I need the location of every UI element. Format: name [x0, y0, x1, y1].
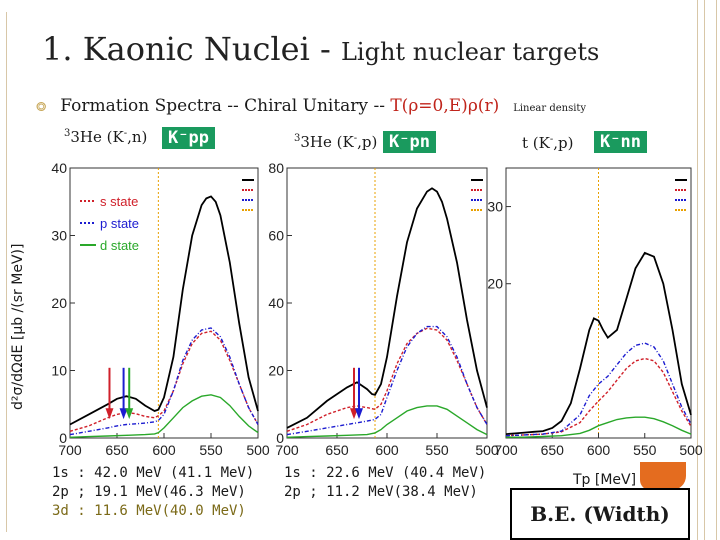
- y-tick-label: 40: [268, 295, 284, 311]
- reaction-label-3: [522, 134, 573, 152]
- y-tick-label: 80: [268, 160, 284, 176]
- x-tick-label: 600: [375, 442, 399, 458]
- slide-border-left: [6, 12, 7, 532]
- y-tick-label: 30: [487, 198, 503, 215]
- reaction-post: ,p): [553, 134, 574, 152]
- x-tick-label: 700: [494, 442, 518, 458]
- reaction-pre: t (K: [522, 134, 550, 152]
- subtitle-formula: T(ρ=0,E)ρ(r): [390, 96, 500, 116]
- x-axis-label: Tp [MeV]: [573, 472, 637, 488]
- reaction-pre: 3He (K: [300, 133, 354, 151]
- chart-kpn: [262, 158, 502, 465]
- reaction-mid: -: [353, 133, 358, 144]
- tag-kpp: K⁻pp: [162, 127, 215, 149]
- result-line: 1s : 22.6 MeV (40.4 MeV): [284, 465, 487, 481]
- legend-label: s state: [100, 194, 139, 209]
- reaction-label-2: $^3$3He (K-,p): [294, 133, 378, 151]
- x-tick-label: 500: [475, 442, 499, 458]
- y-tick-label: 30: [51, 227, 67, 244]
- chart-knn: [482, 160, 707, 465]
- y-tick-label: 40: [51, 160, 67, 176]
- x-tick-label: 500: [679, 442, 703, 458]
- y-tick-label: 10: [51, 362, 67, 379]
- results-kpp: [52, 464, 254, 521]
- tag-kpn: K⁻pn: [383, 131, 436, 153]
- reaction-mid: -: [123, 128, 128, 139]
- x-tick-label: 550: [425, 442, 449, 458]
- y-tick-label: 20: [51, 295, 67, 311]
- reaction-mid: -: [549, 134, 554, 145]
- y-axis-label: d²σ/dΩdE [μb /(sr MeV)]: [10, 243, 26, 410]
- x-tick-label: 650: [105, 442, 129, 458]
- title-main: 1. Kaonic Nuclei -: [42, 30, 341, 68]
- result-line: 3d : 11.6 MeV(40.0 MeV): [52, 503, 246, 519]
- y-tick-label: 20: [487, 275, 503, 292]
- results-kpn: [284, 464, 486, 502]
- reaction-label-1: $^3$3He (K-,n): [64, 128, 148, 146]
- x-tick-label: 650: [325, 442, 349, 458]
- result-line: 1s : 42.0 MeV (41.1 MeV): [52, 465, 255, 481]
- legend-label: d state: [100, 238, 140, 253]
- reaction-pre: 3He (K: [70, 128, 124, 146]
- x-tick-label: 600: [152, 442, 176, 458]
- x-tick-label: 700: [58, 442, 82, 458]
- tag-knn: K⁻nn: [594, 131, 647, 153]
- be-width-box: B.E. (Width): [510, 488, 690, 540]
- result-line: 2p ; 19.1 MeV(46.3 MeV): [52, 484, 246, 500]
- x-tick-label: 550: [633, 442, 657, 458]
- legend-label: p state: [100, 216, 140, 231]
- subtitle-note: Linear density: [513, 103, 587, 114]
- x-tick-label: 550: [199, 442, 223, 458]
- y-tick-label: 20: [268, 362, 284, 379]
- subtitle-text: Formation Spectra -- Chiral Unitary --: [60, 96, 391, 116]
- reaction-post: ,n): [127, 128, 148, 146]
- plot-frame: [287, 168, 487, 438]
- result-line: 2p ; 11.2 MeV(38.4 MeV): [284, 484, 478, 500]
- bullet-icon: ⭗: [36, 100, 47, 115]
- chart-kpp: [30, 150, 270, 465]
- y-tick-label: 0: [59, 430, 67, 446]
- title-small: Light nuclear targets: [340, 38, 600, 66]
- slide-title: [42, 30, 599, 68]
- x-tick-label: 700: [275, 442, 299, 458]
- subtitle-row: [36, 96, 586, 116]
- orange-shape: [640, 462, 686, 490]
- y-tick-label: 60: [268, 227, 284, 244]
- x-tick-label: 650: [540, 442, 564, 458]
- x-tick-label: 600: [586, 442, 611, 458]
- reaction-post: ,p): [357, 133, 378, 151]
- y-tick-label: 0: [276, 430, 284, 446]
- x-tick-label: 500: [246, 442, 270, 458]
